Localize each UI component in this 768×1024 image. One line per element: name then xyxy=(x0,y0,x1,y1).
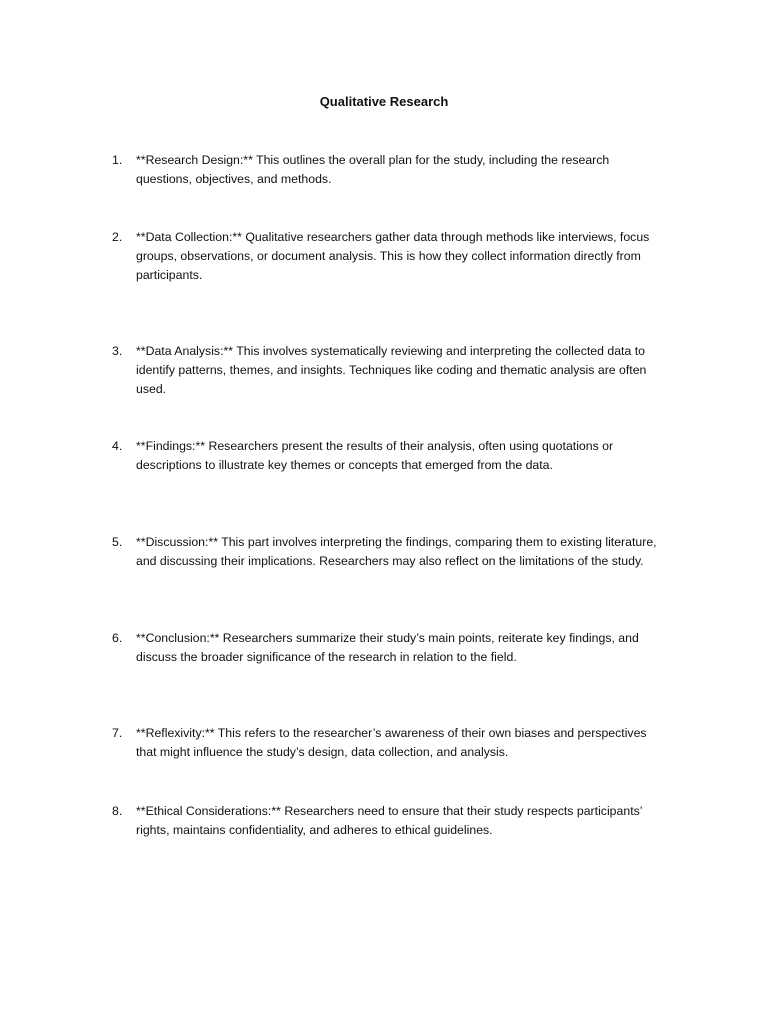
page-title: Qualitative Research xyxy=(319,94,449,109)
list-item-text: **Data Analysis:** This involves systematically reviewing and interpreting the collected data to identify patterns, themes, and insights. Techniques like coding and thematic analysis are often used. xyxy=(136,344,647,396)
list-item xyxy=(112,533,672,571)
list-item-text: **Discussion:** This part involves interpreting the findings, comparing them to existing literature, and discussing their implications. Researchers may also reflect on the limitations of the study. xyxy=(136,535,657,568)
list-item-number: 6. xyxy=(112,631,123,645)
list-item xyxy=(112,802,672,840)
list-item-number: 3. xyxy=(112,344,123,358)
list-item-text: **Reflexivity:** This refers to the researcher’s awareness of their own biases and perspectives that might influence the study’s design, data collection, and analysis. xyxy=(136,726,647,759)
list-item xyxy=(112,724,672,762)
list-item-text: **Research Design:** This outlines the overall plan for the study, including the research questions, objectives, and methods. xyxy=(136,153,610,186)
list-item-text: **Ethical Considerations:** Researchers need to ensure that their study respects participants’ rights, maintains confidentiality, and adheres to ethical guidelines. xyxy=(136,804,643,837)
list-item-text: **Data Collection:** Qualitative researchers gather data through methods like interviews, focus groups, observations, or document analysis. This is how they collect information directly from participants. xyxy=(136,230,650,282)
list-item xyxy=(112,629,672,667)
list-item-number: 1. xyxy=(112,153,123,167)
list-item-text: **Findings:** Researchers present the results of their analysis, often using quotations or descriptions to illustrate key themes or concepts that emerged from the data. xyxy=(136,439,614,472)
list-item xyxy=(112,228,672,285)
list-item-number: 4. xyxy=(112,439,123,453)
list-item xyxy=(112,342,672,399)
list-item-number: 2. xyxy=(112,230,123,244)
list-item-number: 5. xyxy=(112,535,123,549)
list-item xyxy=(112,151,672,189)
list-item xyxy=(112,437,672,475)
list-item-text: **Conclusion:** Researchers summarize their study’s main points, reiterate key findings, and discuss the broader significance of the research in relation to the field. xyxy=(136,631,639,664)
list-item-number: 7. xyxy=(112,726,123,740)
list-item-number: 8. xyxy=(112,804,123,818)
